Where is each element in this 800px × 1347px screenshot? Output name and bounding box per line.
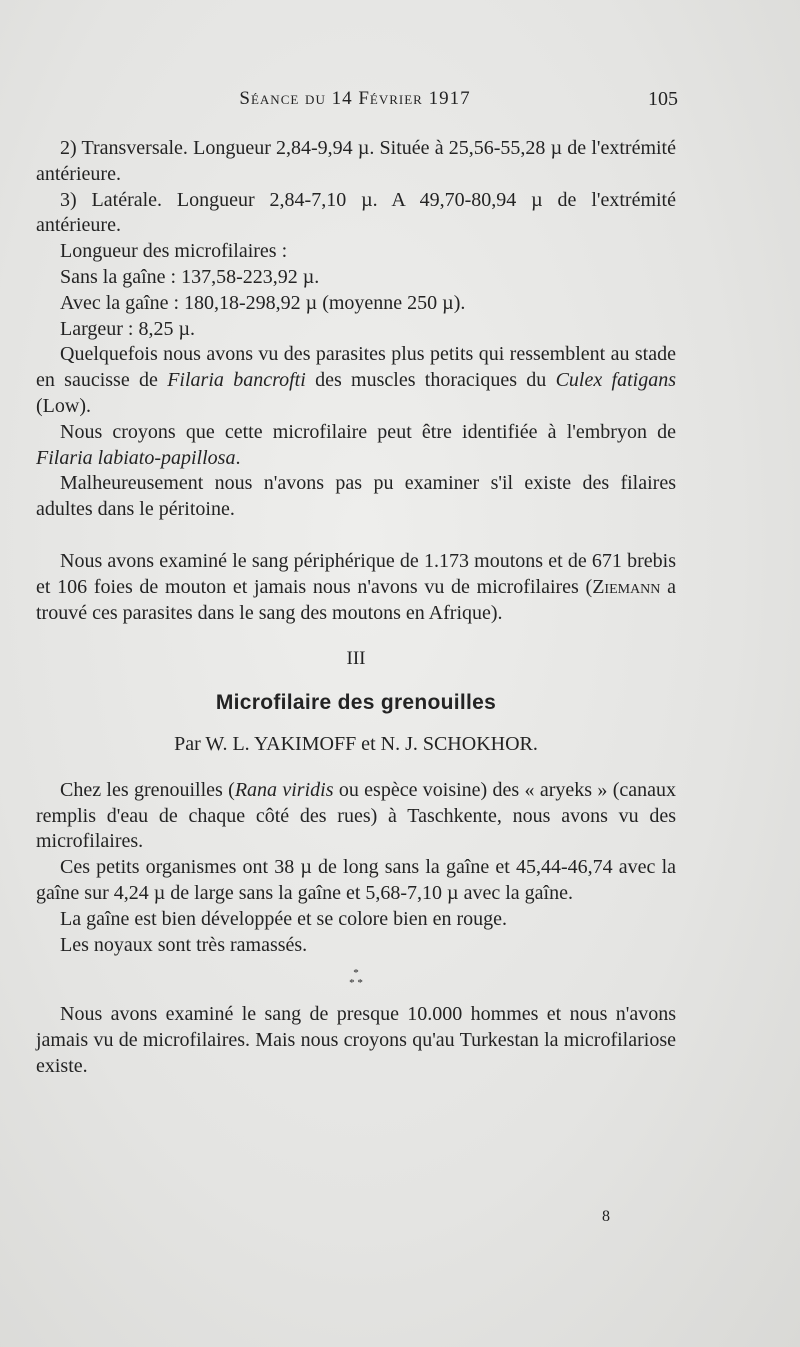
paragraph-largeur: Largeur : 8,25 µ. [60,317,196,340]
paragraph-parasites [36,342,676,419]
asterism-top: * [353,967,359,980]
paragraph-nuclei: Les noyaux sont très ramassés. [60,933,308,956]
species-name: Filaria labiato-papillosa [36,446,236,469]
species-name: Culex fatigans [555,369,677,392]
text-segment: ou espèce voisine) des « aryeks » (canaux remplis d'eau de chaque côté des rues) à Taschkente, nous avons vu des microfilaires. [36,778,676,853]
text-segment: Nous avons examiné le sang périphérique de 1.173 moutons et de 671 brebis et 106 foies de mouton et jamais nous n'avons vu de microfilaires ( [36,549,676,598]
paragraph-laterale: 3) Latérale. Longueur 2,84-7,10 µ. A 49,70-80,94 µ de l'extrémité antérieure. [36,188,676,237]
paragraph-sans-gaine: Sans la gaîne : 137,58-223,92 µ. [60,265,320,288]
running-head: Séance du 14 Février 1917 [239,88,471,109]
asterism [36,968,676,988]
page-body [36,136,676,1080]
paragraph-humans: Nous avons examiné le sang de presque 10.000 hommes et nous n'avons jamais vu de microfilaires. Mais nous croyons qu'au Turkestan la microfilariose existe. [36,1003,676,1077]
signature-mark: 8 [602,1208,610,1225]
paragraph-avec-gaine: Avec la gaîne : 180,18-298,92 µ (moyenne 250 µ). [60,291,466,314]
text-segment: Nous croyons que cette microfilaire peut être identifiée à l'embryon de [60,420,676,443]
paragraph-transversale: 2) Transversale. Longueur 2,84-9,94 µ. Située à 25,56-55,28 µ de l'extrémité antérieure. [36,137,676,185]
paragraph-longueur: Longueur des microfilaires : [60,240,288,263]
species-name: Rana viridis [234,778,334,801]
paragraph-identify [36,420,676,472]
asterism-bottom: * * [349,977,363,990]
section-numeral: III [346,648,366,670]
paragraph-malheureusement: Malheureusement nous n'avons pas pu examiner s'il existe des filaires adultes dans le péritoine. [36,472,676,521]
text-segment: (Low). [36,394,91,417]
text-segment: Quelquefois nous avons vu des parasites plus petits qui ressemblent au stade en saucisse de [36,343,676,392]
species-name: Filaria bancrofti [167,369,306,392]
text-segment: des muscles thoraciques du [305,369,556,392]
section-title: Microfilaire des grenouilles [215,691,497,715]
text-segment: a trouvé ces parasites dans le sang des moutons en Afrique). [36,575,676,624]
paragraph-frogs [36,778,676,855]
paragraph-sheath: La gaîne est bien développée et se colore bien en rouge. [60,907,508,930]
text-segment: Chez les grenouilles ( [60,778,235,801]
author-name: Ziemann [592,575,661,598]
page-header [0,88,800,114]
section-authors: Par W. L. YAKIMOFF et N. J. SCHOKHOR. [174,732,538,755]
paragraph-sheep [36,549,676,626]
page-number: 105 [648,88,678,110]
paragraph-gap [36,523,676,549]
paragraph-size: Ces petits organismes ont 38 µ de long sans la gaîne et 45,44-46,74 avec la gaîne sur 4,24 µ de large sans la gaîne et 5,68-7,10 µ avec la gaîne. [36,856,676,904]
text-segment: . [235,446,241,469]
